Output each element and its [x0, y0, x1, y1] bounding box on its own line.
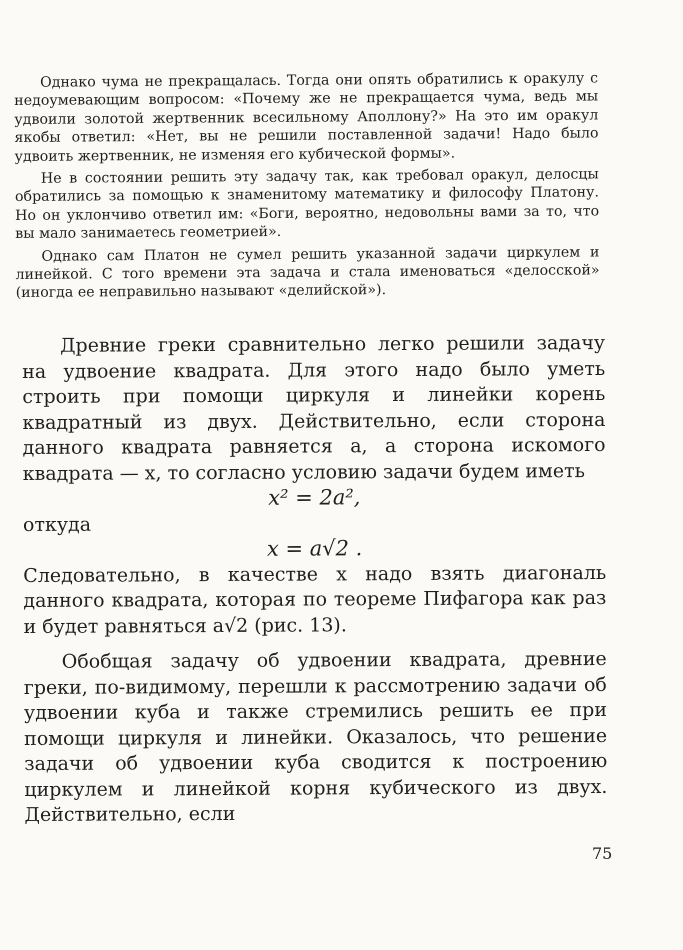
main-paragraph-1: Древние греки сравнительно легко решили задачу на удвоение квадрата. Для этого надо было уметь строить при помощи циркуля и линейки корень квадратный из двух. Действительно, если сторона данного квадрата равняется a, а сторона искомого квадрата — x, то согласно условию задачи будем иметь [22, 331, 606, 485]
legend-paragraph-1: Однако чума не прекращалась. Тогда они опять обратились к оракулу с недоумевающим вопросом: «Почему же не прекращается чума, ведь мы удвоили золотой жертвенник всесильному Аполлону?» На это им оракул якобы ответил: «Нет, вы не решили поставленной задачи! Надо было удвоить жертвенник, не изменяя его кубической формы». [14, 70, 599, 165]
page-number: 75 [592, 844, 613, 863]
main-paragraph-3: Обобщая задачу об удвоении квадрата, древние греки, по-видимому, перешли к рассмотрению задачи об удвоении куба и также стремились решить ее при помощи циркуля и линейки. Оказалось, что решение задачи об удвоении куба сводится к построению циркулем и линейкой корня кубического из двух. Действительно, если [23, 647, 608, 826]
formula-root: x = a√2 . [266, 536, 363, 561]
main-paragraph-2: Следовательно, в качестве x надо взять диагональ данного квадрата, которая по теореме Пифагора как раз и будет равняться a√2 (рис. 13). [23, 561, 607, 638]
formula-square: x² = 2a², [268, 485, 361, 510]
word-otkuda: откуда [22, 513, 92, 536]
legend-text-block [14, 69, 600, 306]
main-text-block [22, 331, 608, 829]
legend-paragraph-3: Однако сам Платон не сумел решить указанной задачи циркулем и линейкой. С того времени эта задача и стала именоваться «делосской» (иногда ее неправильно называют «делийской»). [15, 244, 600, 302]
legend-paragraph-2: Не в состоянии решить эту задачу так, как требовал оракул, делосцы обратились за помощью к знаменитому математику и философу Платону. Но он уклончиво ответил им: «Боги, вероятно, недовольны вами за то, что вы мало занимаетесь геометрией». [14, 166, 600, 243]
